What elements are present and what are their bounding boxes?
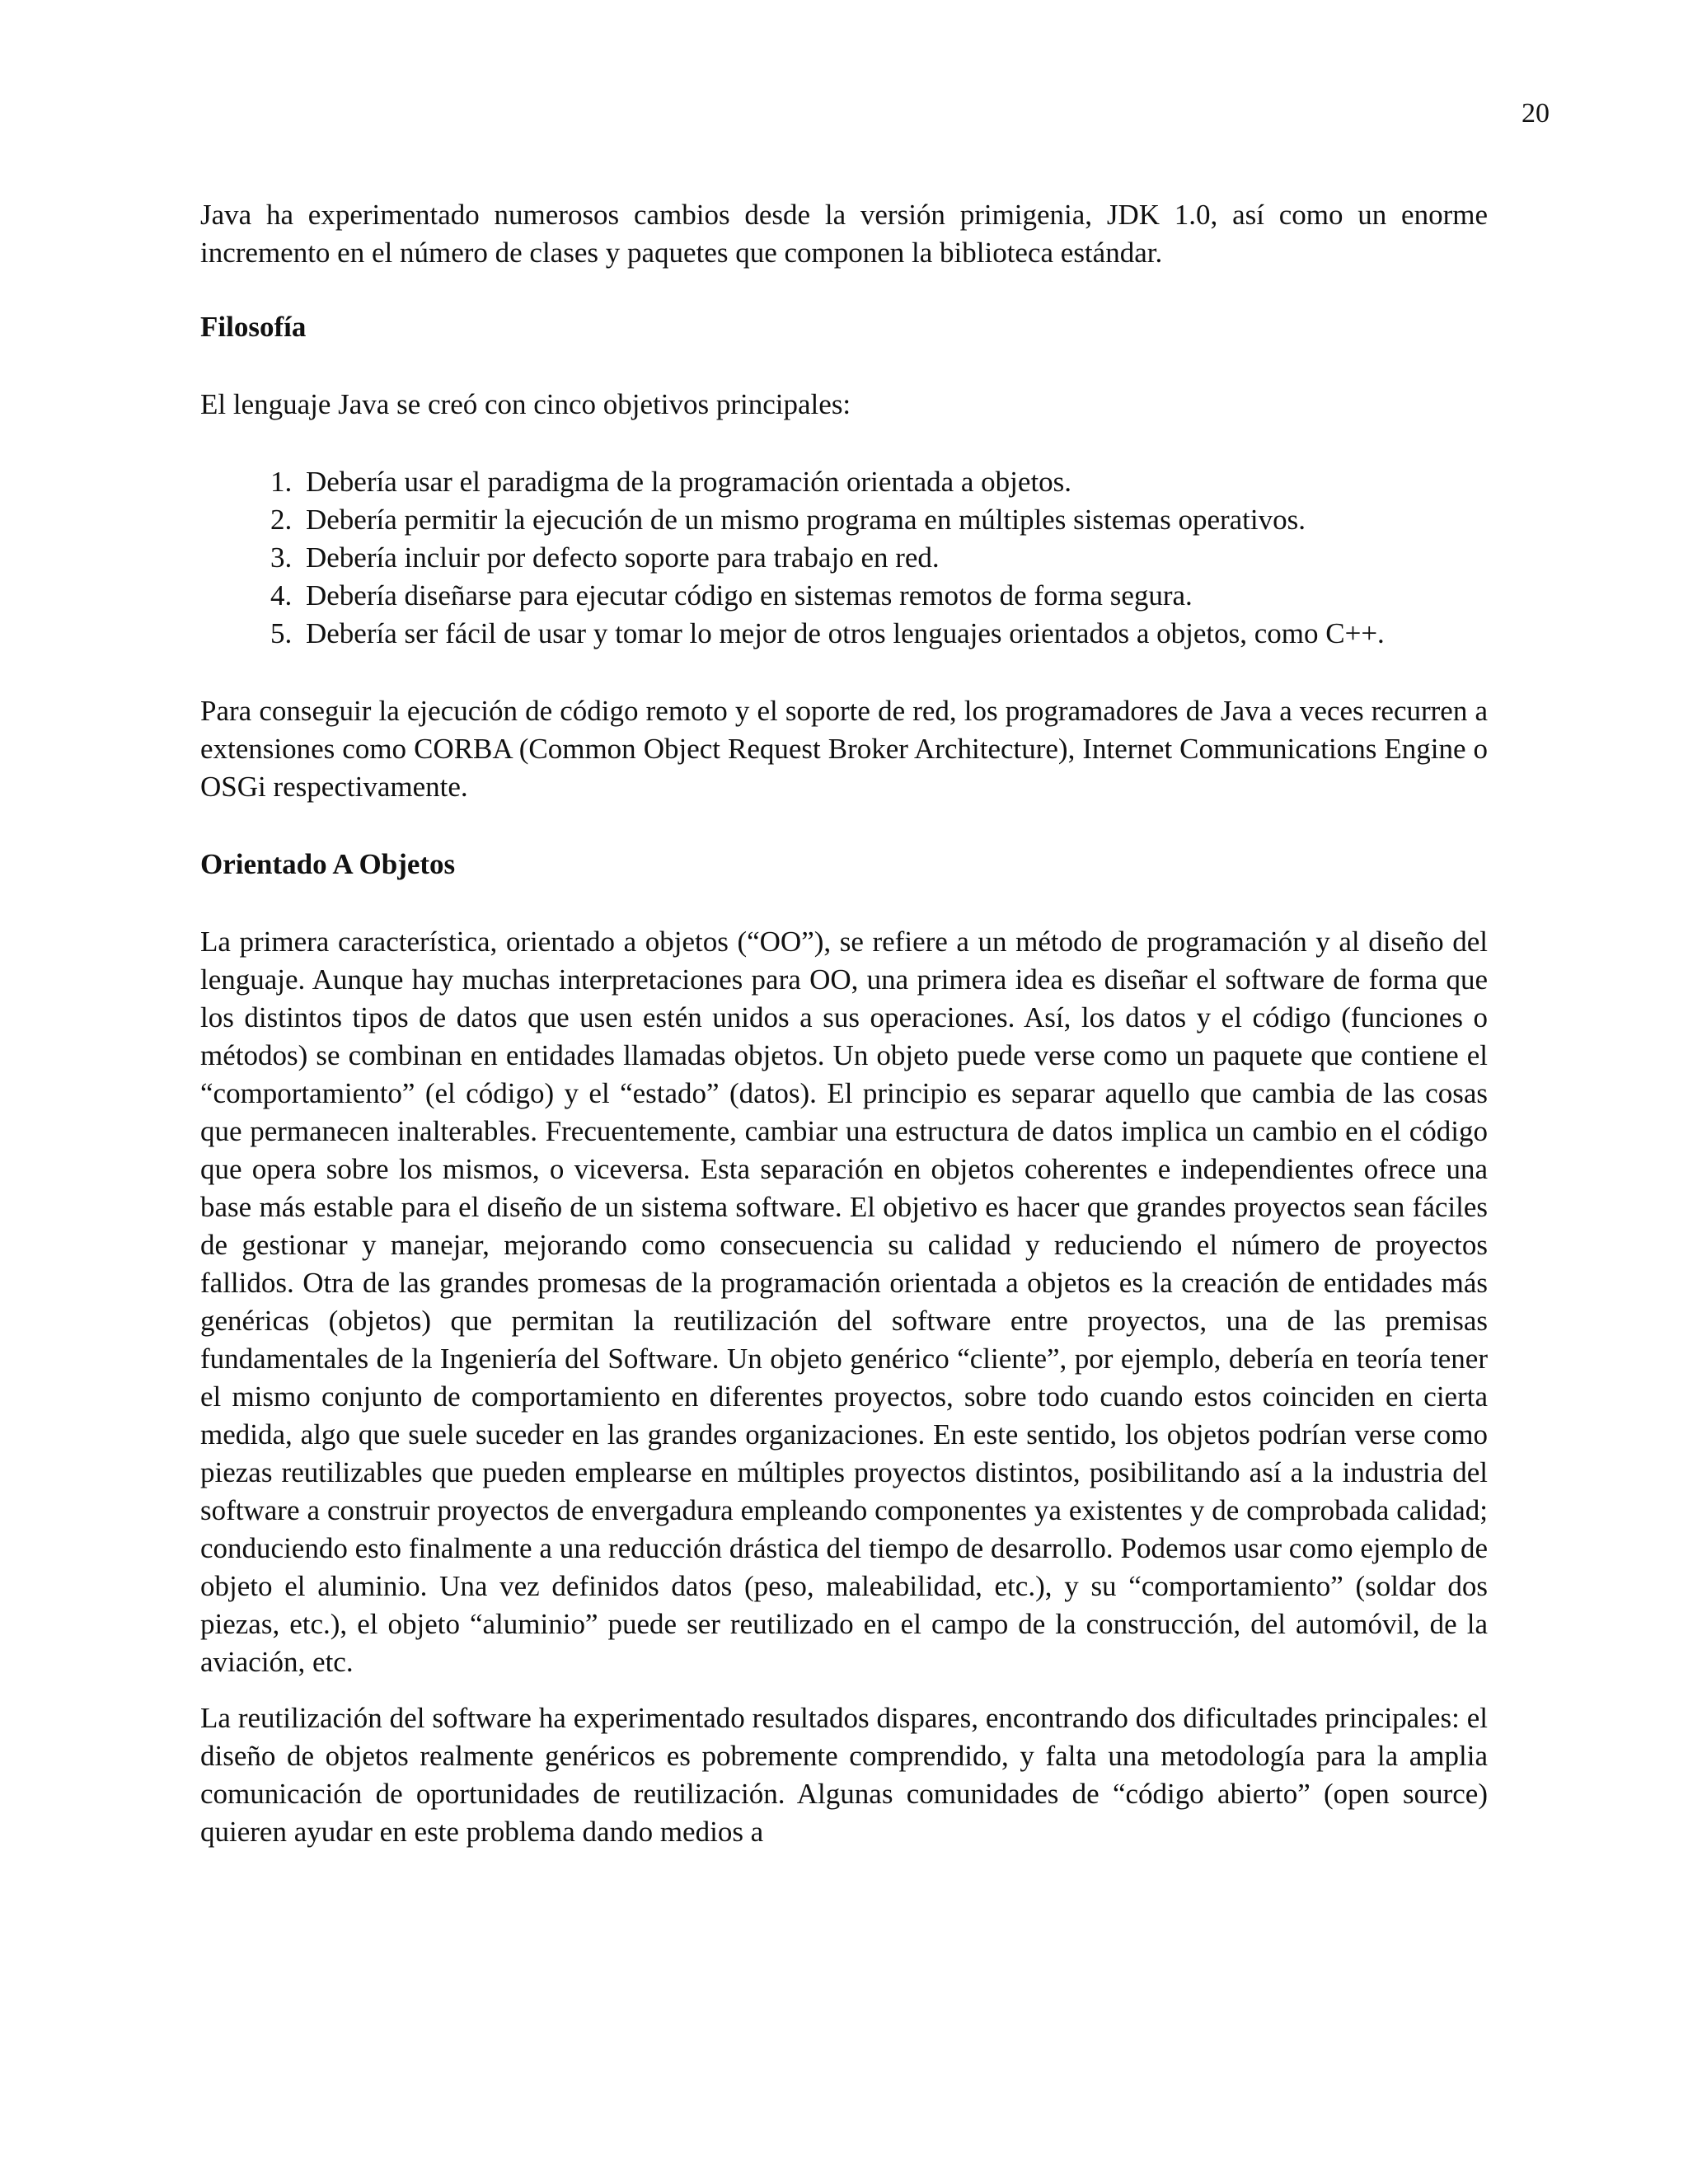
heading-object-oriented: Orientado A Objetos [200,848,456,880]
list-item: 3. Debería incluir por defecto soporte para trabajo en red. [299,539,1488,577]
objectives-list [200,463,1488,653]
list-item: 4. Debería diseñarse para ejecutar código en sistemas remotos de forma segura. [299,577,1488,615]
page-content [200,196,1488,1851]
page-number: 20 [1522,98,1550,129]
intro-paragraph: Java ha experimentado numerosos cambios desde la versión primigenia, JDK 1.0, así como un enorme incremento en el número de clases y paquetes que componen la biblioteca estándar. [200,199,1488,269]
list-item: 1. Debería usar el paradigma de la programación orientada a objetos. [299,463,1488,501]
oo-paragraph-2: La reutilización del software ha experimentado resultados dispares, encontrando dos dificultades principales: el diseño de objetos realmente genéricos es pobremente comprendido, y falta una metodología para la amplia comunicación de oportunidades de reutilización. Algunas comunidades de “código abierto” (open source) quieren ayudar en este problema dando medios a [200,1702,1488,1848]
list-item: 5. Debería ser fácil de usar y tomar lo mejor de otros lenguajes orientados a objetos, como C++. [299,615,1488,653]
philosophy-closing-paragraph: Para conseguir la ejecución de código remoto y el soporte de red, los programadores de Java a veces recurren a extensiones como CORBA (Common Object Request Broker Architecture), Internet Communications Engine o OSGi respectivamente. [200,695,1488,803]
oo-paragraph-1: La primera característica, orientado a objetos (“OO”), se refiere a un método de programación y al diseño del lenguaje. Aunque hay muchas interpretaciones para OO, una primera idea es diseñar el software de forma que los distintos tipos de datos que usen estén unidos a sus operaciones. Así, los datos y el código (funciones o métodos) se combinan en entidades llamadas objetos. Un objeto puede verse como un paquete que contiene el “comportamiento” (el código) y el “estado” (datos). El principio es separar aquello que cambia de las cosas que permanecen inalterables. Frecuentemente, cambiar una estructura de datos implica un cambio en el código que opera sobre los mismos, o viceversa. Esta separación en objetos coherentes e independientes ofrece una base más estable para el diseño de un sistema software. El objetivo es hacer que grandes proyectos sean fáciles de gestionar y manejar, mejorando como consecuencia su calidad y reduciendo el número de proyectos fallidos. Otra de las grandes promesas de la programación orientada a objetos es la creación de entidades más genéricas (objetos) que permitan la reutilización del software entre proyectos, una de las premisas fundamentales de la Ingeniería del Software. Un objeto genérico “cliente”, por ejemplo, debería en teoría tener el mismo conjunto de comportamiento en diferentes proyectos, sobre todo cuando estos coinciden en cierta medida, algo que suele suceder en las grandes organizaciones. En este sentido, los objetos podrían verse como piezas reutilizables que pueden emplearse en múltiples proyectos distintos, posibilitando así a la industria del software a construir proyectos de envergadura empleando componentes ya existentes y de comprobada calidad; conduciendo esto finalmente a una reducción drástica del tiempo de desarrollo. Podemos usar como ejemplo de objeto el aluminio. Una vez definidos datos (peso, maleabilidad, etc.), y su “comportamiento” (soldar dos piezas, etc.), el objeto “aluminio” puede ser reutilizado en el campo de la construcción, del automóvil, de la aviación, etc. [200,926,1488,1678]
objectives-lead: El lenguaje Java se creó con cinco objetivos principales: [200,388,851,420]
list-item: 2. Debería permitir la ejecución de un mismo programa en múltiples sistemas operativos. [299,501,1488,539]
heading-philosophy: Filosofía [200,311,307,343]
